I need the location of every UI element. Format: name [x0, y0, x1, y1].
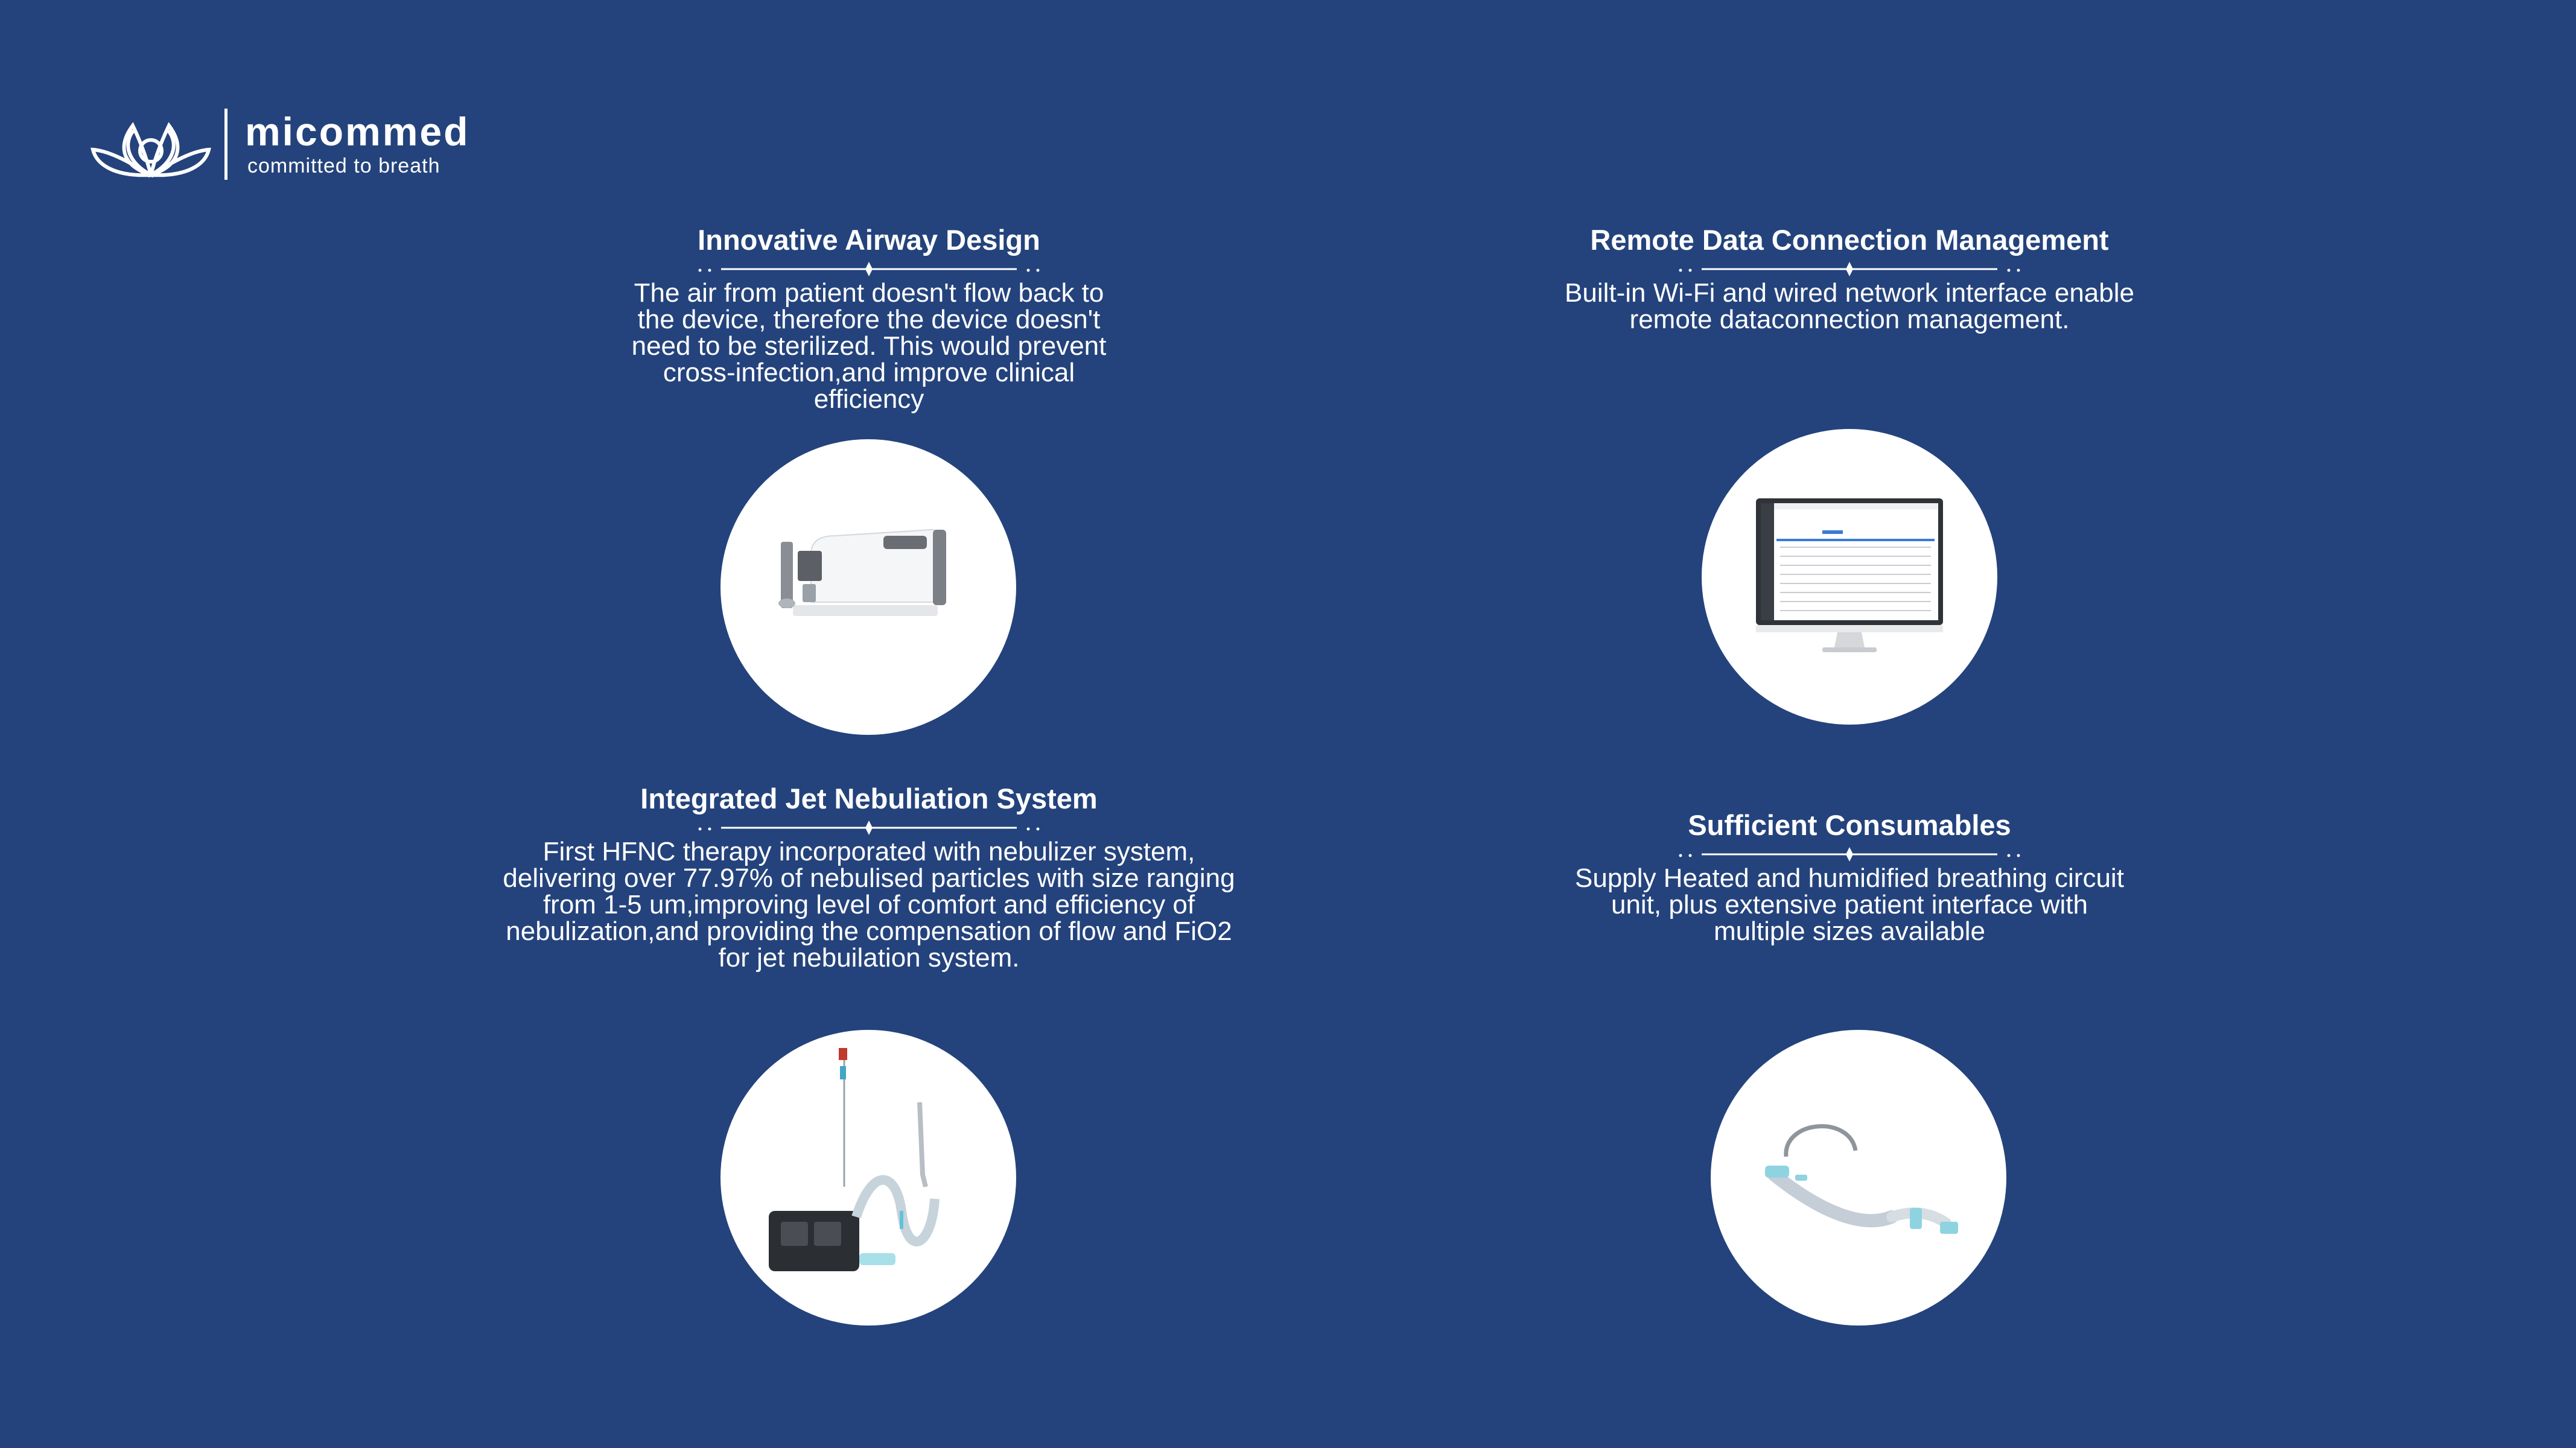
feature-innovative-airway: [492, 223, 1246, 413]
separator-ornament: [688, 262, 1050, 276]
feature-description: The air from patient doesn't flow back to the device, therefore the device doesn't need to be sterilized. This would prevent cross-infection,and improve clinical efficiency: [631, 278, 1107, 414]
feature-title: Integrated Jet Nebuliation System: [640, 783, 1098, 815]
feature-remote-data: [1472, 223, 2227, 333]
feature-description: Built-in Wi-Fi and wired network interface enable remote dataconnection management.: [1565, 278, 2134, 334]
feature-description: First HFNC therapy incorporated with nebulizer system, delivering over 77.97% of nebulised particles with size ranging from 1-5 um,improving level of comfort and efficiency of nebulization,and providing the compensation of flow and FiO2 for jet nebuilation system.: [503, 837, 1235, 973]
logo-divider: [224, 109, 227, 180]
brand-logo: [91, 107, 470, 186]
separator-ornament: [688, 821, 1050, 835]
hfnc-device-image: [720, 439, 1016, 735]
feature-title: Sufficient Consumables: [1688, 809, 2011, 841]
brand-name: micommed: [245, 109, 470, 154]
nebulizer-system-image: [720, 1030, 1016, 1326]
lotus-icon: [91, 107, 211, 182]
feature-description: Supply Heated and humidified breathing circuit unit, plus extensive patient interface with multiple sizes available: [1575, 863, 2124, 946]
feature-sufficient-consumables: [1472, 808, 2227, 945]
brand-tagline: committed to breath: [247, 154, 440, 177]
feature-title: Remote Data Connection Management: [1590, 224, 2109, 256]
feature-jet-nebulization: [492, 782, 1246, 971]
feature-title: Innovative Airway Design: [698, 224, 1040, 256]
separator-ornament: [1668, 847, 2031, 862]
separator-ornament: [1668, 262, 2031, 276]
monitor-dashboard-image: [1702, 429, 1997, 725]
nasal-cannula-image: [1711, 1030, 2006, 1326]
